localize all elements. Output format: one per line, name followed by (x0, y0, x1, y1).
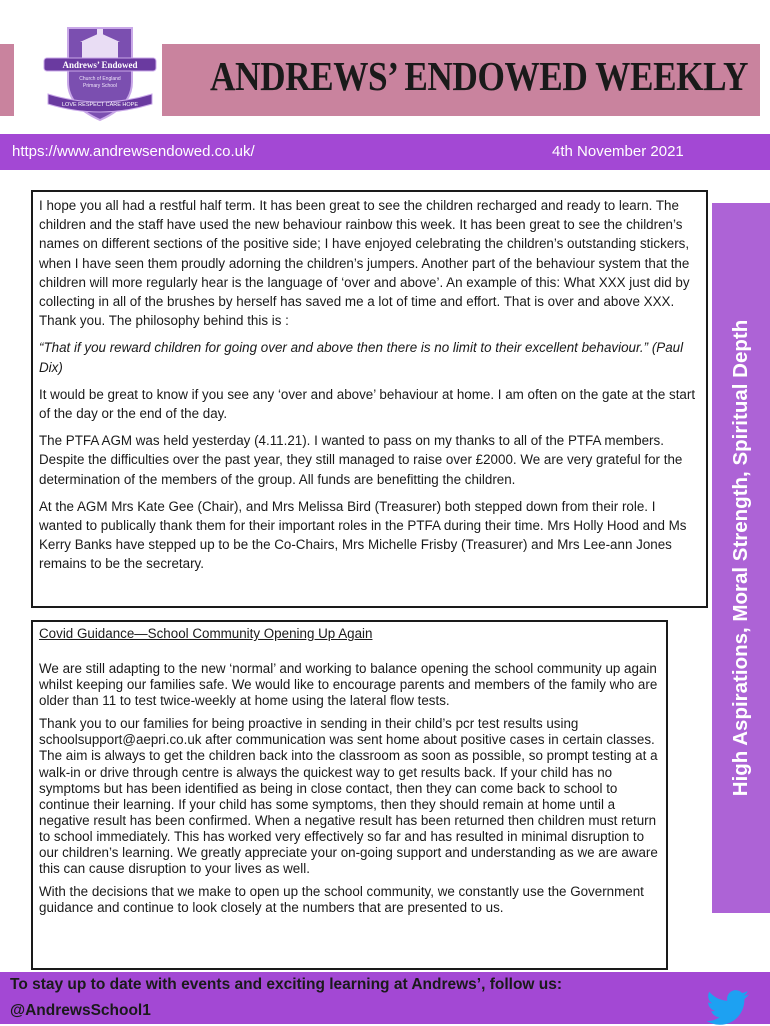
twitter-bird-icon[interactable] (706, 990, 750, 1026)
newsletter-title: ANDREWS’ ENDOWED WEEKLY (210, 53, 749, 99)
message-paragraph: It would be great to know if you see any ‘over and above’ behaviour at home. I am often on the gate at the start of the day or the end of the day. (39, 386, 696, 422)
covid-guidance-heading: Covid Guidance—School Community Opening Up Again (39, 626, 373, 641)
covid-guidance-box (31, 620, 668, 970)
ptfa-paragraph: The PTFA AGM was held yesterday (4.11.21). I wanted to pass on my thanks to all of the PTFA members. Despite the difficulties over the past year, they still managed to raise over £2000. We are very grateful for the determination of the members of the group. All funds are benefitting the children. (39, 433, 683, 487)
headteacher-message-box (31, 190, 708, 608)
covid-paragraph: Thank you to our families for being proactive in sending in their child’s pcr test results using schoolsupport@aepri.co.uk after communication was sent home about positive cases in certain classes. The aim is always to get the children back into the classroom as soon as possible, so prompt testing at a walk-in or drive through centre is always the quickest way to get results back. If your child has no symptoms but has been identified as being in close contact, then they can come back to school to continue their learning. If your child has some symptoms, then they should remain at home until a negative result has been confirmed. When a negative result has been returned then children must return to school immediately. This has worked very effectively so far and has resulted in minimal disruption to our children’s learning. We greatly appreciate your on-going support and understanding as we are aware this can cause disruption to your lives as well. (39, 716, 658, 877)
twitter-handle-link[interactable]: @AndrewsSchool1 (10, 1002, 151, 1019)
social-footer (0, 972, 770, 1024)
quote-paragraph: “That if you reward children for going over and above then there is no limit to their excellent behaviour.” (Paul Dix) (39, 340, 684, 375)
svg-text:Primary School: Primary School (83, 83, 117, 89)
issue-date: 4th November 2021 (552, 143, 684, 160)
covid-paragraph: We are still adapting to the new ‘normal’ and working to balance opening the school community up again whilst keeping our families safe. We would like to encourage parents and members of the family who are older than 11 to test twice-weekly at home using the lateral flow tests. (39, 661, 658, 709)
message-paragraph: I hope you all had a restful half term. It has been great to see the children recharged and ready to learn. The children and the staff have used the new behaviour rainbow this week. It has been great to see the children’s names on different sections of the positive side; I have enjoyed celebrating the children’s outstanding stickers, when I have seen them proudly adorning the children’s jumpers. Another part of the behaviour system that the children will more regularly hear is the language of ‘over and above’. An example of this: What XXX just did by collecting in all of the brushes by herself has saved me a lot of time and effort. That is over and above XXX. Thank you. The philosophy behind this is : (39, 198, 690, 329)
left-accent-band (0, 44, 14, 116)
title-band (162, 44, 760, 116)
school-values-banner (712, 203, 770, 913)
ptfa-roles-paragraph: At the AGM Mrs Kate Gee (Chair), and Mrs Melissa Bird (Treasurer) both stepped down from their role. I wanted to publically thank them for their important roles in the PTFA during their time. Mrs Holly Hood and Ms Kerry Banks have stepped up to be the Co-Chairs, Mrs Michelle Frisby (Treasurer) and Mrs Lee-ann Jones remains to be the secretary. (39, 498, 687, 572)
svg-text:LOVE RESPECT CARE HOPE: LOVE RESPECT CARE HOPE (61, 102, 139, 108)
school-values-text: High Aspirations, Moral Strength, Spiritual Depth (729, 319, 752, 797)
school-website-link[interactable]: https://www.andrewsendowed.co.uk/ (12, 143, 255, 160)
info-bar (0, 134, 770, 170)
svg-text:Church of England: Church of England (79, 76, 121, 82)
covid-paragraph: With the decisions that we make to open up the school community, we constantly use the Government guidance and continue to look closely at the numbers that are presented to us. (39, 884, 644, 916)
follow-us-text: To stay up to date with events and exciting learning at Andrews’, follow us: (10, 976, 563, 993)
svg-text:Andrews’ Endowed: Andrews’ Endowed (62, 60, 138, 70)
school-crest-logo (40, 24, 160, 124)
